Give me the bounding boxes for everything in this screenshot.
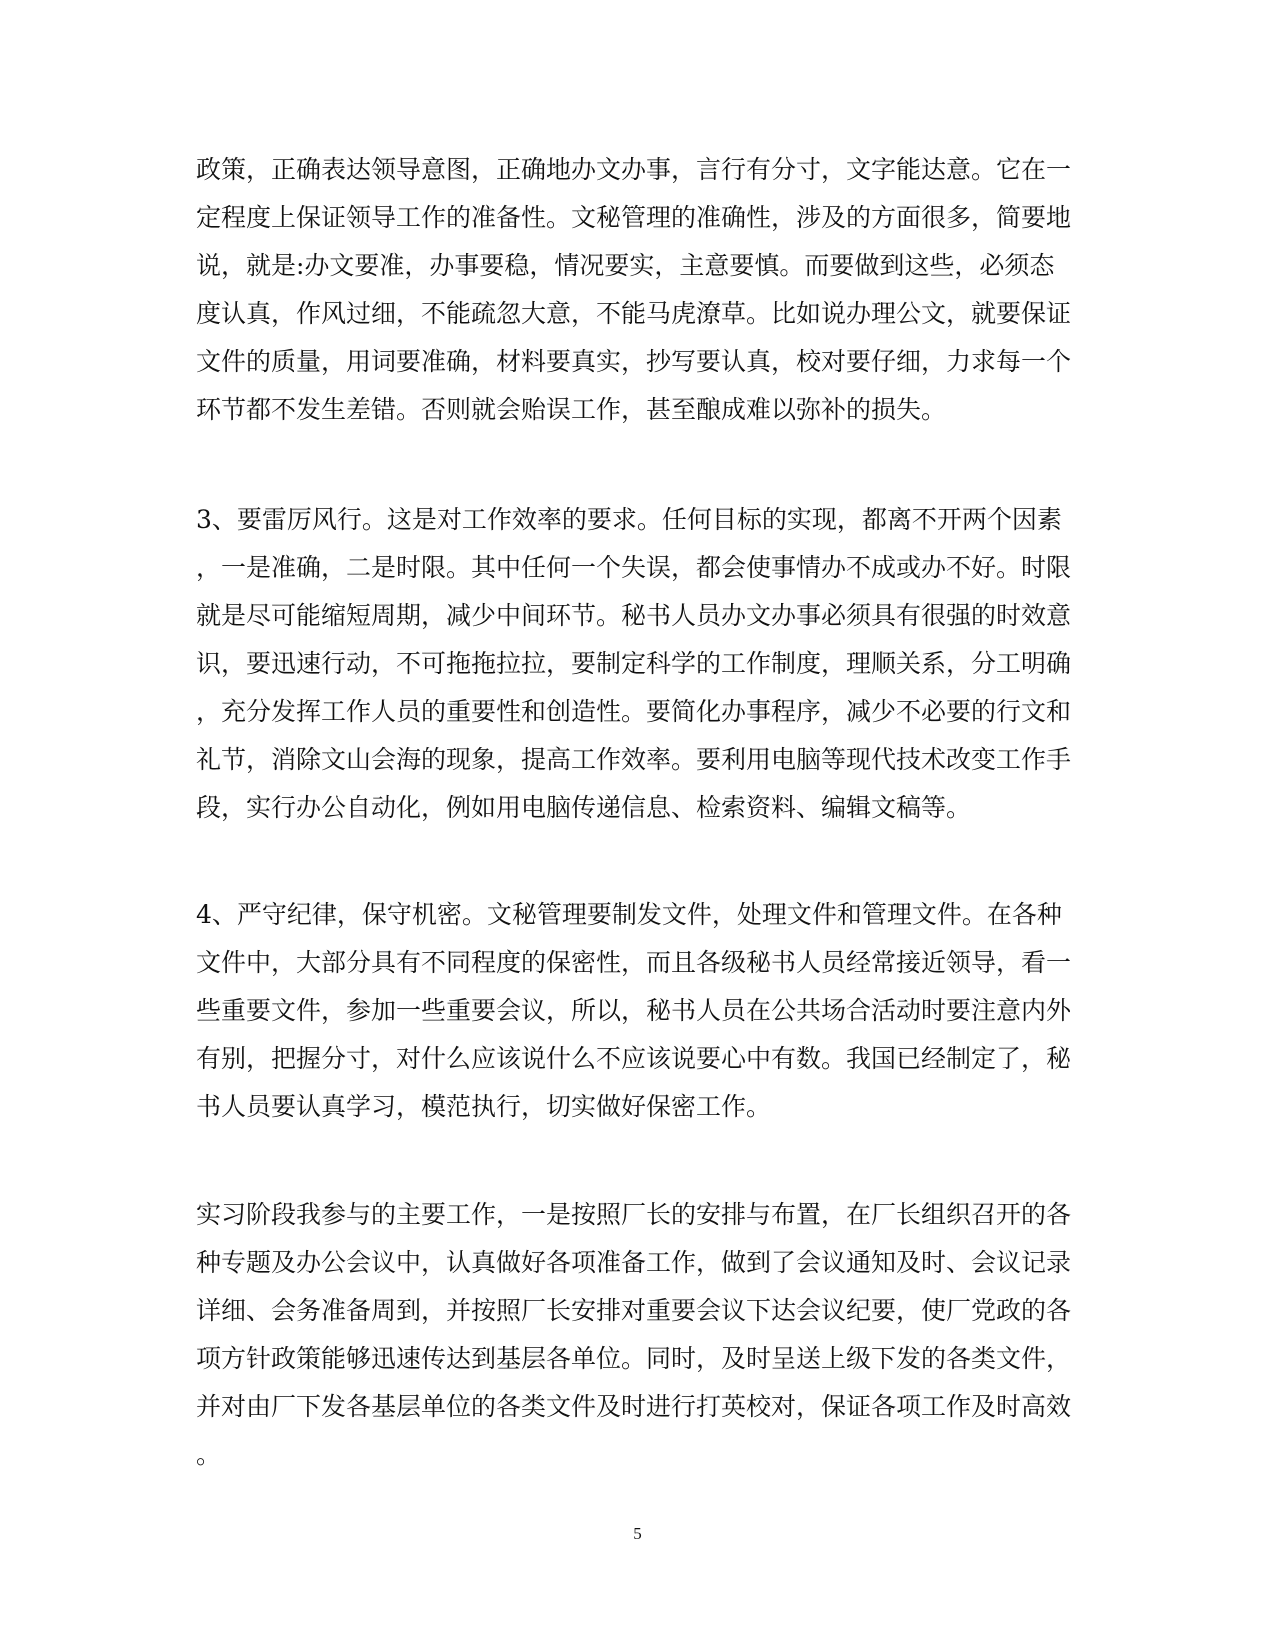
text-line: 度认真，作风过细，不能疏忽大意，不能马虎潦草。比如说办理公文，就要保证 [196,299,1072,328]
paragraph-3 [196,891,1076,1131]
text-line: 有别，把握分寸，对什么应该说什么不应该说要心中有数。我国已经制定了，秘 [196,1044,1072,1073]
text-line: 就是尽可能缩短周期，减少中间环节。秘书人员办文办事必须具有很强的时效意 [196,601,1072,630]
text-line: 些重要文件，参加一些重要会议，所以，秘书人员在公共场合活动时要注意内外 [196,996,1072,1025]
text-line: 书人员要认真学习，模范执行，切实做好保密工作。 [196,1092,772,1121]
text-line: 并对由厂下发各基层单位的各类文件及时进行打英校对，保证各项工作及时高效 [196,1392,1072,1421]
text-line: 文件中，大部分具有不同程度的保密性，而且各级秘书人员经常接近领导，看一 [196,948,1072,977]
text-line: 定程度上保证领导工作的准备性。文秘管理的准确性，涉及的方面很多，简要地 [196,203,1072,232]
paragraph-2 [196,496,1076,832]
text-line: 段，实行办公自动化，例如用电脑传递信息、检索资料、编辑文稿等。 [196,793,972,822]
page-number: 5 [633,1524,642,1543]
text-line: 项方针政策能够迅速传达到基层各单位。同时，及时呈送上级下发的各类文件， [196,1344,1072,1373]
text-line: ，一是准确，二是时限。其中任何一个失误，都会使事情办不成或办不好。时限 [196,553,1072,582]
text-line: ，充分发挥工作人员的重要性和创造性。要简化办事程序，减少不必要的行文和 [196,697,1072,726]
text-line: 3、要雷厉风行。这是对工作效率的要求。任何目标的实现，都离不开两个因素 [196,505,1062,534]
text-line: 文件的质量，用词要准确，材料要真实，抄写要认真，校对要仔细，力求每一个 [196,347,1072,376]
paragraph-4 [196,1191,1076,1479]
text-line: 详细、会务准备周到，并按照厂长安排对重要会议下达会议纪要，使厂党政的各 [196,1296,1072,1325]
text-line: 说，就是:办文要准，办事要稳，情况要实，主意要慎。而要做到这些，必须态 [196,251,1055,280]
text-line: 政策，正确表达领导意图，正确地办文办事，言行有分寸，文字能达意。它在一 [196,155,1072,184]
text-line: 实习阶段我参与的主要工作，一是按照厂长的安排与布置，在厂长组织召开的各 [196,1200,1072,1229]
text-line: 识，要迅速行动，不可拖拖拉拉，要制定科学的工作制度，理顺关系，分工明确 [196,649,1072,678]
text-line: 4、严守纪律，保守机密。文秘管理要制发文件，处理文件和管理文件。在各种 [196,900,1062,929]
paragraph-1 [196,146,1076,434]
text-line: 环节都不发生差错。否则就会贻误工作，甚至酿成难以弥补的损失。 [196,395,947,424]
text-line: 。 [196,1440,222,1469]
text-line: 礼节，消除文山会海的现象，提高工作效率。要利用电脑等现代技术改变工作手 [196,745,1072,774]
text-line: 种专题及办公会议中，认真做好各项准备工作，做到了会议通知及时、会议记录 [196,1248,1072,1277]
